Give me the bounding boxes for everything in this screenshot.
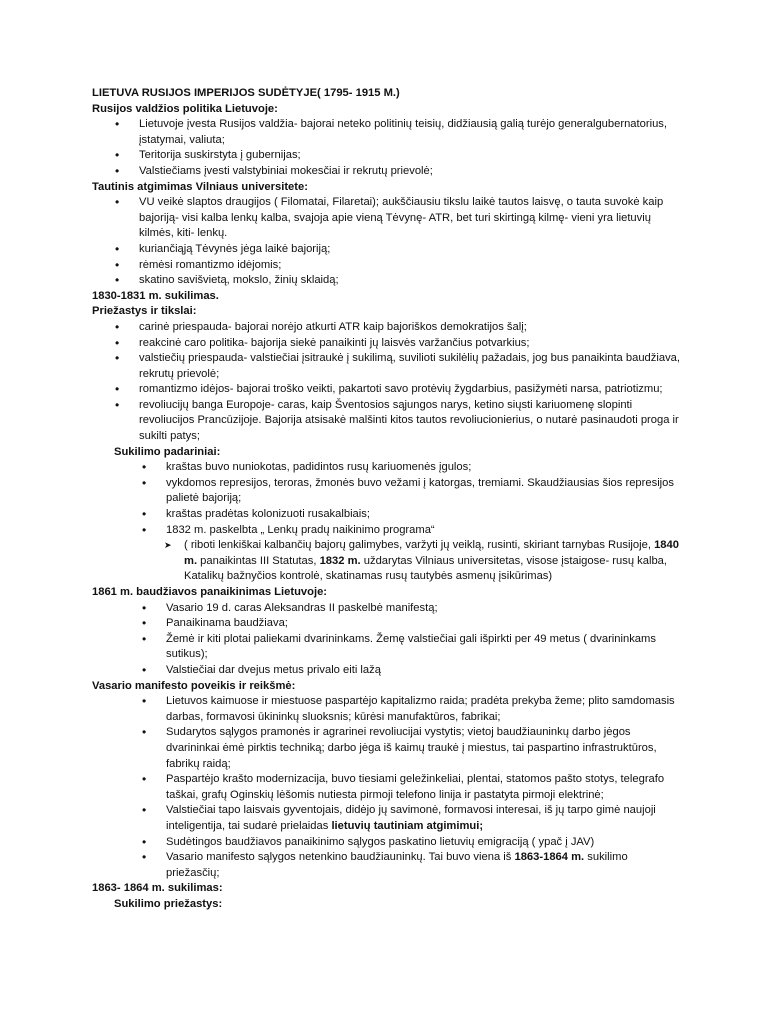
section-heading-uprising-1831: 1830-1831 m. sukilimas.: [92, 289, 219, 302]
list-item: • Paspartėjo krašto modernizacija, buvo tiesiami geležinkeliai, plentai, statomos pašto stotys, telegrafo taškai, grafų Oginskių lėšomis nutiesta pirmoji telefono linija ir pastatyta pirmoji elektrinė;: [92, 772, 682, 803]
list-item: • kraštas pradėtas kolonizuoti rusakalbiais;: [92, 507, 682, 523]
list-item: ➤ ( riboti lenkiškai kalbančių bajorų galimybes, varžyti jų veiklą, rusinti, skiriant tarnybas Rusijoje, 1840 m. panaikintas III Statutas, 1832 m. uždarytas Vilniaus universitetas, visose įstaigose- rusų kalba, Katalikų bažnyčios kontrolė, skatinamas rusų tautybės asmenų įsikūrimas): [164, 539, 679, 583]
list-item: • valstiečių priespauda- valstiečiai įsitraukė į sukilimą, suvilioti sukilėlių pažadais, jog bus panaikinta baudžiava, rekrutų prievolė;: [92, 351, 682, 382]
list-item: • vykdomos represijos, teroras, žmonės buvo vežami į katorgas, tremiami. Skaudžiausias šios represijos palietė bajoriją;: [92, 476, 682, 507]
list-item: • Lietuvos kaimuose ir miestuose paspartėjo kapitalizmo raida; pradėta prekyba žeme; plito samdomasis darbas, formavosi ūkininkų sluoksnis; kūrėsi manufaktūros, fabrikai;: [92, 694, 682, 725]
list-item: • skatino savišvietą, mokslo, žinių sklaidą;: [92, 273, 682, 289]
list-item: • Sudėtingos baudžiavos panaikinimo sąlygos paskatino lietuvių emigraciją ( ypač į JAV): [92, 835, 682, 851]
section-heading-uprising-1864: 1863- 1864 m. sukilimas:: [92, 882, 223, 895]
program-sublist: [92, 538, 682, 585]
list-item: • 1832 m. paskelbta „ Lenkų pradų naikinimo programa“: [92, 523, 682, 539]
list-item: • VU veikė slaptos draugijos ( Filomatai, Filaretai); aukščiausiu tikslu laikė tautos laisvę, o tauta suvokė kaip bajoriją- visi kalba lenkų kalba, svajoja apie vieną Tėvynę- ATR, bet turi skirtingą kilmę- vieni yra lietuvių kilmės, kiti- lenkų.: [92, 195, 682, 242]
list-item: • Valstiečiai tapo laisvais gyventojais, didėjo jų savimonė, formavosi interesai, iš jų tarpo gimė naujoji inteligentija, tai sudarė prielaidas lietuvių tautiniam atgimimui;: [92, 803, 682, 834]
serfdom-list: [92, 601, 682, 679]
list-item: • kraštas buvo nuniokotas, padidintos rusų kariuomenės įgulos;: [92, 460, 682, 476]
causes-list: [92, 320, 682, 445]
revival-list: [92, 195, 682, 289]
list-item: • Vasario manifesto sąlygos netenkino baudžiauninkų. Tai buvo viena iš 1863-1864 m. sukilimo priežasčių;: [92, 850, 682, 881]
list-item: • Sudarytos sąlygos pramonės ir agrarinei revoliucijai vystytis; vietoj baudžiauninkų darbo jėgos dvarininkai ėmė pirktis techniką; darbo jėga iš kaimų traukė į miestus, tai paspartino infrastruktūros, fabrikų raidą;: [92, 725, 682, 772]
list-item: • reakcinė caro politika- bajorija siekė panaikinti jų laisvės varžančius potvarkius;: [92, 336, 682, 352]
section-heading-revival: Tautinis atgimimas Vilniaus universitete:: [92, 180, 308, 193]
subheading-consequences: Sukilimo padariniai:: [114, 445, 221, 458]
consequences-list: [92, 460, 682, 538]
section-heading-manifest: Vasario manifesto poveikis ir reikšmė:: [92, 679, 296, 692]
list-item: • Žemė ir kiti plotai paliekami dvarininkams. Žemę valstiečiai gali išpirkti per 49 metus ( dvarininkams sutikus);: [92, 632, 682, 663]
list-item: • Teritorija suskirstyta į gubernijas;: [92, 148, 682, 164]
list-item: • romantizmo idėjos- bajorai troško veikti, pakartoti savo protėvių žygdarbius, pasižymėti narsa, patriotizmu;: [92, 382, 682, 398]
subheading-causes-1864: Sukilimo priežastys:: [114, 897, 223, 910]
list-item: • Panaikinama baudžiava;: [92, 616, 682, 632]
subheading-causes: Priežastys ir tikslai:: [92, 305, 197, 318]
list-item: • Vasario 19 d. caras Aleksandras II paskelbė manifestą;: [92, 601, 682, 617]
list-item: • revoliucijų banga Europoje- caras, kaip Šventosios sąjungos narys, ketino siųsti kariuomenę slopinti revoliucijos Prancūzijoje. Bajorija atsisakė malšinti kitos tautos revoliucionierius, o nutarė pasinaudoti proga ir sukilti patys;: [92, 398, 682, 445]
list-item: • Valstiečiai dar dvejus metus privalo eiti lažą: [92, 663, 682, 679]
arrow-bullet-icon: ➤: [164, 540, 172, 551]
list-item: • carinė priespauda- bajorai norėjo atkurti ATR kaip bajoriškos demokratijos šalį;: [92, 320, 682, 336]
document-page: [92, 86, 682, 912]
list-item: • Valstiečiams įvesti valstybiniai mokesčiai ir rekrutų prievolė;: [92, 164, 682, 180]
list-item: • kuriančiąją Tėvynės jėga laikė bajoriją;: [92, 242, 682, 258]
document-title: LIETUVA RUSIJOS IMPERIJOS SUDĖTYJE( 1795- 1915 M.): [92, 87, 400, 99]
manifest-list: [92, 694, 682, 881]
section-heading-serfdom: 1861 m. baudžiavos panaikinimas Lietuvoje:: [92, 586, 328, 598]
list-item: • Lietuvoje įvesta Rusijos valdžia- bajorai neteko politinių teisių, didžiausią galią turėjo generalgubernatorius, įstatymai, valiuta;: [92, 117, 682, 148]
section-heading-policy: Rusijos valdžios politika Lietuvoje:: [92, 102, 278, 115]
list-item: • rėmėsi romantizmo idėjomis;: [92, 258, 682, 274]
policy-list: [92, 117, 682, 179]
